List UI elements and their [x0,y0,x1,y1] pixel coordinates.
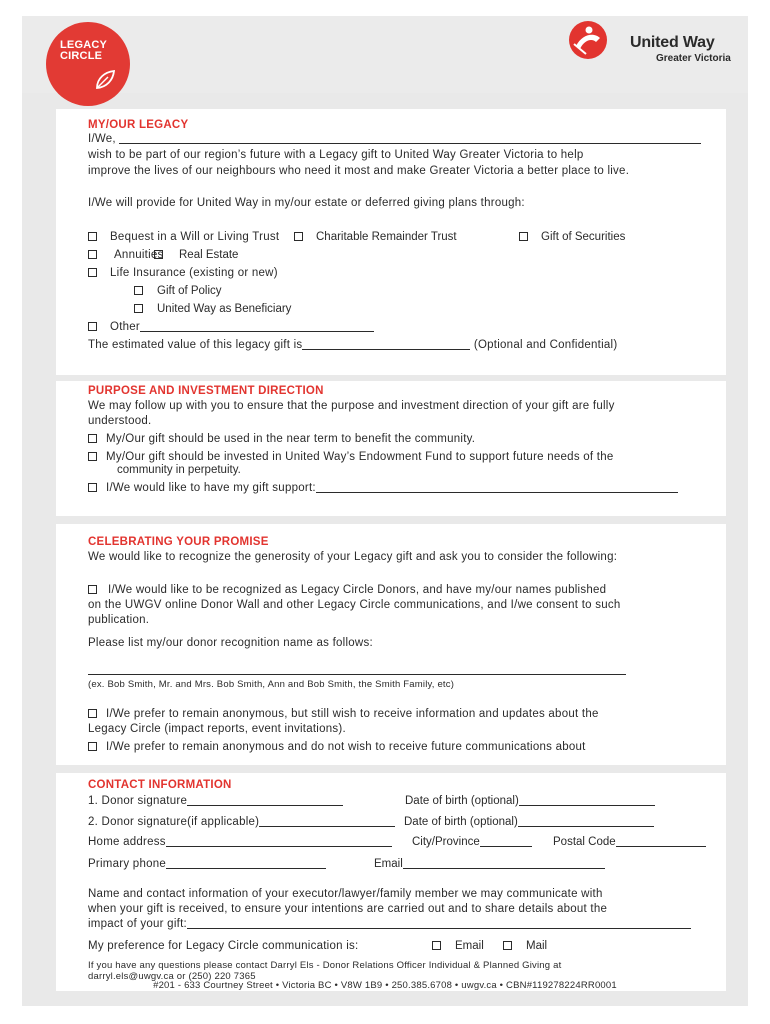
gift-of-policy-label: Gift of Policy [157,285,222,297]
celebrating-heading: CELEBRATING YOUR PROMISE [88,536,269,548]
legacy-heading: MY/OUR LEGACY [88,119,189,131]
other-checkbox[interactable] [88,322,97,331]
legacy-circle-logo [46,22,130,106]
iwe-label: I/We, [88,133,116,145]
dob1-field[interactable] [519,795,655,806]
gift-support-field[interactable] [316,482,678,493]
contact-section [56,773,726,991]
real-estate-checkbox[interactable] [154,250,163,259]
leaf-icon [93,68,117,92]
life-insurance-label: Life Insurance (existing or new) [110,267,278,279]
donor-names-field[interactable] [119,133,701,144]
recognition-checkbox[interactable] [88,585,97,594]
primary-phone-label: Primary phone [88,858,167,870]
executor-text-line2: when your gift is received, to ensure your intentions are carried out and to share details about the [88,903,608,915]
dob1-label: Date of birth (optional) [405,795,519,807]
city-province-label: City/Province [412,836,480,848]
gift-of-securities-checkbox[interactable] [519,232,528,241]
home-address-label: Home address [88,836,166,848]
estimated-value-note: (Optional and Confidential) [473,339,618,351]
celebrating-intro: We would like to recognize the generosity of your Legacy gift and ask you to consider the following: [88,551,618,563]
legacy-circle-logo-text: LEGACY CIRCLE [60,39,108,62]
questions-text-line2: darryl.els@uwgv.ca or (250) 220 7365 [88,971,256,982]
home-address-field[interactable] [166,836,392,847]
recognition-label-line3: publication. [88,614,150,626]
email-preference-checkbox[interactable] [432,941,441,950]
anonymous-updates-checkbox[interactable] [88,709,97,718]
purpose-heading: PURPOSE AND INVESTMENT DIRECTION [88,385,324,397]
charitable-remainder-trust-label: Charitable Remainder Trust [316,231,457,243]
footer-address: #201 - 633 Courtney Street • Victoria BC • V8W 1B9 • 250.385.6708 • uwgv.ca • CBN#119278224RR0001 [153,980,617,991]
bequest-checkbox[interactable] [88,232,97,241]
anonymous-updates-label-line1: I/We prefer to remain anonymous, but still wish to receive information and updates about the [106,708,599,720]
donor1-signature-field[interactable] [187,795,343,806]
real-estate-label: Real Estate [179,249,239,261]
mail-preference-label: Mail [526,940,548,952]
donor2-signature-label: 2. Donor signature(if applicable) [88,816,260,828]
charitable-remainder-trust-checkbox[interactable] [294,232,303,241]
mail-preference-checkbox[interactable] [503,941,512,950]
executor-text-line1: Name and contact information of your executor/lawyer/family member we may communicate with [88,888,603,900]
estimated-value-field[interactable] [302,339,470,350]
bequest-label: Bequest in a Will or Living Trust [110,231,280,243]
postal-code-field[interactable] [616,836,706,847]
other-field[interactable] [140,321,374,332]
gift-of-policy-checkbox[interactable] [134,286,143,295]
near-term-label: My/Our gift should be used in the near term to benefit the community. [106,433,476,445]
other-label: Other [110,321,141,333]
recognition-name-prompt: Please list my/our donor recognition name as follows: [88,637,373,649]
greater-victoria-label: Greater Victoria [656,53,731,64]
anonymous-updates-label-line2: Legacy Circle (impact reports, event invitations). [88,723,346,735]
annuities-label: Annuities [114,249,164,261]
annuities-checkbox[interactable] [88,250,97,259]
recognition-name-field[interactable] [88,663,626,675]
life-insurance-checkbox[interactable] [88,268,97,277]
gift-support-checkbox[interactable] [88,483,97,492]
near-term-checkbox[interactable] [88,434,97,443]
email-field[interactable] [403,858,605,869]
donor2-signature-field[interactable] [259,816,395,827]
united-way-hand-icon [568,20,608,60]
recognition-label-line2: on the UWGV online Donor Wall and other Legacy Circle communications, and I/we consent to such [88,599,621,611]
header [22,16,748,93]
donor1-signature-label: 1. Donor signature [88,795,188,807]
city-province-field[interactable] [480,836,532,847]
communication-preference-label: My preference for Legacy Circle communication is: [88,940,359,952]
united-way-beneficiary-label: United Way as Beneficiary [157,303,292,315]
gift-support-label: I/We would like to have my gift support: [106,482,316,494]
legacy-intro-line2: improve the lives of our neighbours who need it most and make Greater Victoria a better place to live. [88,165,630,177]
recognition-name-example: (ex. Bob Smith, Mr. and Mrs. Bob Smith, Ann and Bob Smith, the Smith Family, etc) [88,679,455,690]
purpose-intro-line2: understood. [88,415,152,427]
anonymous-no-communications-checkbox[interactable] [88,742,97,751]
celebrating-section [56,524,726,765]
executor-contact-field[interactable] [187,918,691,929]
email-preference-label: Email [455,940,484,952]
questions-text-line1: If you have any questions please contact Darryl Els - Donor Relations Officer Individual & Planned Giving at [88,960,562,971]
postal-code-label: Postal Code [553,836,616,848]
endowment-fund-checkbox[interactable] [88,452,97,461]
legacy-provide-text: I/We will provide for United Way in my/our estate or deferred giving plans through: [88,197,525,209]
form-page [22,16,748,1006]
united-way-wordmark: United Way [630,34,715,51]
estimated-value-label: The estimated value of this legacy gift is [88,339,303,351]
anonymous-no-communications-label: I/We prefer to remain anonymous and do not wish to receive future communications about [106,741,586,753]
legacy-intro-line1: wish to be part of our region’s future with a Legacy gift to United Way Greater Victoria to help [88,149,584,161]
email-label: Email [374,858,403,870]
dob2-label: Date of birth (optional) [404,816,518,828]
purpose-section [56,381,726,516]
purpose-intro-line1: We may follow up with you to ensure that the purpose and investment direction of your gift are fully [88,400,615,412]
united-way-beneficiary-checkbox[interactable] [134,304,143,313]
endowment-fund-label: My/Our gift should be invested in United Way’s Endowment Fund to support future needs of the [106,451,614,463]
legacy-section [56,109,726,375]
recognition-label-line1: I/We would like to be recognized as Legacy Circle Donors, and have my/our names published [108,584,607,596]
executor-text-line3: impact of your gift: [88,918,187,930]
primary-phone-field[interactable] [166,858,326,869]
endowment-fund-label-line2: community in perpetuity. [117,464,241,476]
gift-of-securities-label: Gift of Securities [541,231,626,243]
dob2-field[interactable] [518,816,654,827]
contact-heading: CONTACT INFORMATION [88,779,232,791]
